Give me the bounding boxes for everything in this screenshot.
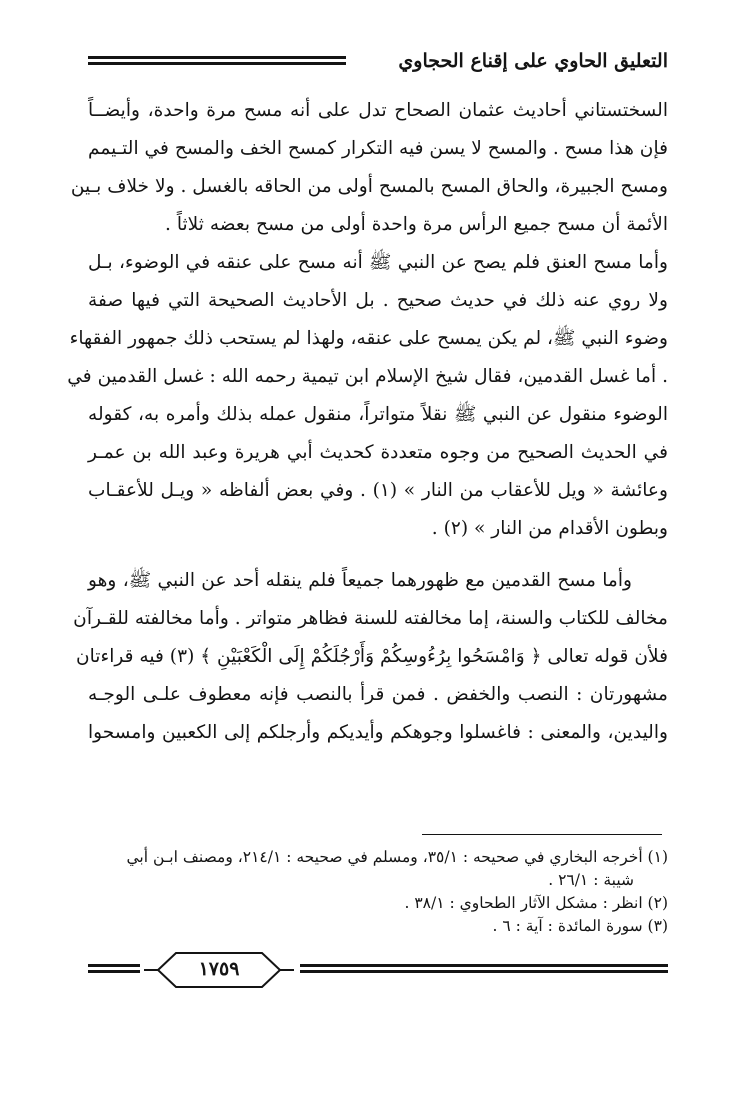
paragraph-1: [70, 92, 668, 244]
text-line: ومسح الجبيرة، والحاق المسح بالمسح أولى من الحاقه بالغسل . ولا خلاف بـين: [70, 176, 668, 197]
text-line: وعائشة « ويل للأعقاب من النار » (١) . وفي بعض ألفاظه « ويـل للأعقـاب: [88, 480, 668, 501]
footnote-3: (٣) سورة المائدة : آية : ٦ .: [492, 917, 668, 935]
running-header: [88, 46, 668, 80]
text-line: مشهورتان : النصب والخفض . فمن قرأ بالنصب فإنه معطوف علـى الوجـه: [88, 684, 668, 705]
text-line: واليدين، والمعنى : فاغسلوا وجوهكم وأيديكم وأرجلكم إلى الكعبين وامسحوا: [88, 722, 668, 743]
text-line: مخالف للكتاب والسنة، إما مخالفته للسنة فظاهر متواتر . وأما مخالفته للقـرآن: [73, 608, 668, 629]
header-rule: [88, 56, 346, 66]
text-line: فلأن قوله تعالى ﴿ وَامْسَحُوا بِرُءُوسِكُمْ وَأَرْجُلَكُمْ إِلَى الْكَعْبَيْنِ ﴾ (٣) فيه قراءتان: [75, 646, 668, 667]
text-line: وأما مسح العنق فلم يصح عن النبي ﷺ أنه مسح على عنقه في الوضوء، بـل: [88, 252, 668, 273]
text-line: وبطون الأقدام من النار » (٢) .: [431, 518, 668, 539]
paragraph-2: [67, 244, 668, 548]
footnote-1: (١) أخرجه البخاري في صحيحه : ٣٥/١، ومسلم في صحيحه : ٢١٤/١، ومصنف ابـن أبي: [126, 848, 668, 866]
footnote-2: (٢) انظر : مشكل الآثار الطحاوي : ٣٨/١ .: [404, 894, 668, 912]
paragraph-3: [73, 562, 668, 752]
text-line: في الحديث الصحيح من وجوه متعددة كحديث أبي هريرة وعبد الله بن عمـر: [88, 442, 668, 463]
text-line: السختستاني أحاديث عثمان الصحاح تدل على أنه مسح مرة واحدة، وأيضــاً: [88, 100, 668, 121]
footnote-rule: [422, 834, 662, 835]
text-line: الأئمة أن مسح جميع الرأس مرة واحدة أولى من مسح بعضه ثلاثاً .: [165, 214, 668, 235]
page-number: ١٧٥٩: [198, 958, 240, 980]
main-text: [67, 92, 668, 752]
footnotes: [88, 846, 668, 938]
footer-rule-right: [300, 964, 668, 976]
text-line: وضوء النبي ﷺ، لم يكن يمسح على عنقه، ولهذا لم يستحب ذلك جمهور الفقهاء: [69, 328, 668, 349]
text-line: ولا روي عنه ذلك في حديث صحيح . بل الأحاديث الصحيحة التي فيها صفة: [88, 290, 668, 311]
text-line: فإن هذا مسح . والمسح لا يسن فيه التكرار كمسح الخف والمسح في التـيمم: [88, 138, 668, 159]
footer-rule-left: [88, 964, 140, 976]
text-line: الوضوء منقول عن النبي ﷺ نقلاً متواتراً، منقول عمله بذلك وأمره به، كقوله: [88, 404, 668, 425]
footnote-1-continued: شيبة : ٢٦/١ .: [548, 871, 634, 889]
text-line: . أما غسل القدمين، فقال شيخ الإسلام ابن تيمية رحمه الله : غسل القدمين في: [67, 366, 668, 387]
text-line: وأما مسح القدمين مع ظهورهما جميعاً فلم ينقله أحد عن النبي ﷺ، وهو: [88, 570, 632, 591]
book-title: التعليق الحاوي على إقناع الحجاوي: [398, 50, 668, 72]
page-footer: [88, 948, 668, 1004]
